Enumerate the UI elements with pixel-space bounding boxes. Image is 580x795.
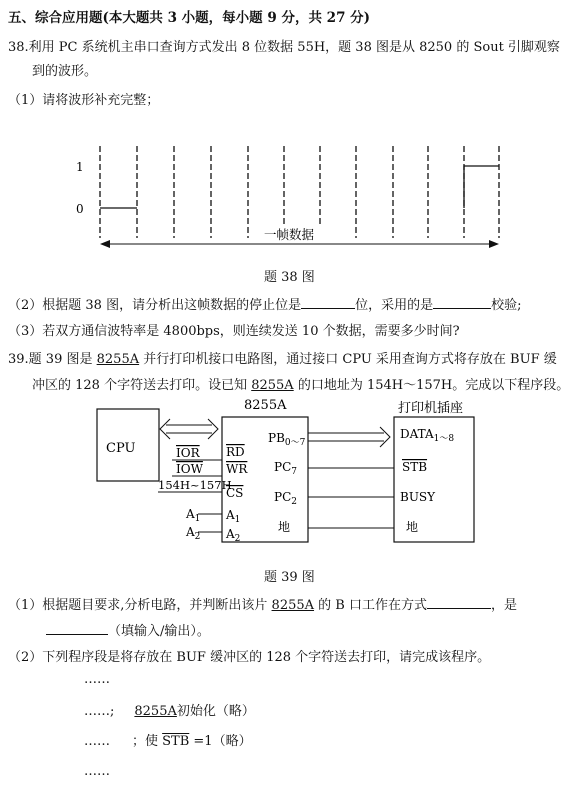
printer-title: 打印机插座 — [398, 401, 464, 416]
q38-line2: 到的波形。 — [32, 64, 98, 79]
waveform-figure — [60, 138, 520, 260]
pc2-pin: $PC_2$ — [274, 490, 297, 507]
q39-line2: 冲区的 128 个字符送去打印。设已知 8255A 的口地址为 154H～157H。完成以下程序段。 — [32, 378, 570, 393]
a2-label: $A_2$ — [186, 525, 201, 542]
circuit-diagram — [88, 396, 490, 554]
q39-sub1-line1: （1）根据题目要求,分析电路，并判断出该片 8255A 的 B 口工作在方式 ，是 — [8, 598, 517, 613]
q38-sub1: （1）请将波形补充完整； — [8, 93, 160, 108]
pb-data-arrow — [308, 427, 390, 447]
q39-sub1-line2: （填输入/输出）。 — [46, 620, 210, 639]
level-0-label: 0 — [76, 202, 84, 216]
section-title: 五、综合应用题(本大题共 3 小题，每小题 9 分，共 27 分) — [8, 10, 371, 26]
gnd-pin: 地 — [278, 520, 291, 534]
cpu-label: CPU — [106, 441, 136, 456]
frame-label: 一帧数据 — [264, 227, 315, 242]
wr-pin: WR — [226, 462, 248, 476]
pc7-pin: $PC_7$ — [274, 460, 297, 477]
rd-pin: RD — [226, 445, 245, 459]
level-1-label: 1 — [76, 160, 84, 174]
printer-gnd-pin: 地 — [406, 520, 419, 534]
q38-sub2: （2）根据题 38 图，请分析出这帧数据的停止位是 位，采用的是 校验; — [8, 298, 522, 313]
q39-line1: 39.题 39 图是 8255A 并行打印机接口电路图，通过接口 CPU 采用查询方式将存放在 BUF 缓 — [8, 352, 557, 367]
io-blank[interactable] — [46, 622, 108, 635]
q38-caption: 题 38 图 — [264, 270, 315, 285]
bit-boundary-lines — [100, 146, 499, 238]
code-line-2: ……; 8255A初始化（略） — [84, 704, 255, 719]
busy-pin: BUSY — [400, 490, 436, 504]
iow-label: IOW — [176, 462, 203, 476]
mode-blank[interactable] — [427, 596, 491, 609]
code-line-3: …… ；使 $\overline{STB} =1$（略） — [84, 734, 252, 749]
chip-title: 8255A — [244, 398, 287, 413]
a1-label: $A_1$ — [186, 507, 201, 524]
q39-sub2: （2）下列程序段是将存放在 BUF 缓冲区的 128 个字符送去打印，请完成该程序。 — [8, 650, 491, 665]
code-line-1: …… — [84, 672, 110, 687]
q38-sub3: （3）若双方通信波特率是 4800bps，则连续发送 10 个数据，需要多少时间? — [8, 324, 460, 339]
q39-caption: 题 39 图 — [264, 570, 315, 585]
data-bus-arrow — [160, 419, 218, 439]
ior-label: IOR — [176, 446, 200, 460]
data-pin: $DATA_{1\sim 8}$ — [400, 427, 455, 444]
parity-blank[interactable] — [433, 296, 491, 309]
stop-bit-blank[interactable] — [301, 296, 355, 309]
pb-pin: $PB_{0\sim 7}$ — [268, 431, 306, 448]
q38-line1: 38.利用 PC 系统机主串口查询方式发出 8 位数据 55H，题 38 图是从 8250 的 Sout 引脚观察 — [8, 40, 560, 55]
cs-pin: CS — [226, 486, 244, 500]
wave-high-segment — [464, 166, 499, 208]
code-line-4: …… — [84, 764, 110, 779]
stb-pin: STB — [402, 460, 428, 474]
pa2-pin: $A_2$ — [226, 527, 241, 544]
address-label: 154H~157H — [158, 478, 232, 492]
pa1-pin: $A_1$ — [226, 508, 241, 525]
